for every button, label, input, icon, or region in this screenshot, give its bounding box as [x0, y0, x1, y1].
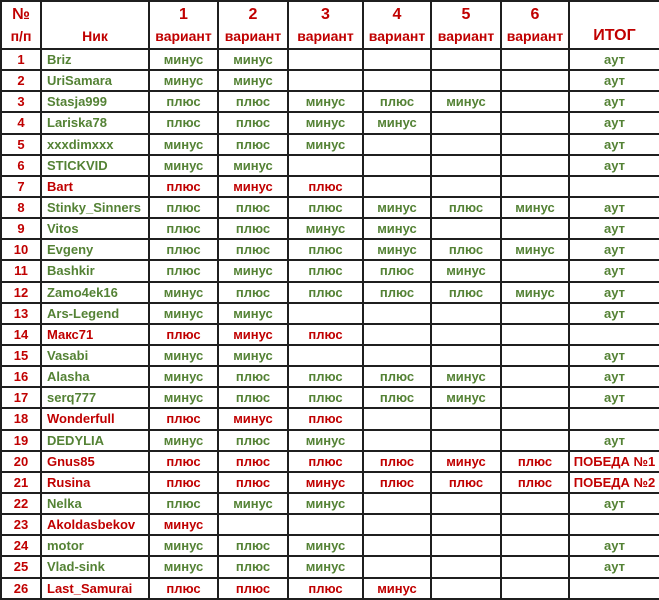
variant-3-cell: [288, 155, 363, 176]
itog-cell: [569, 324, 659, 345]
header-num: [1, 1, 41, 49]
variant-3-cell: минус: [288, 493, 363, 514]
itog-cell: аут: [569, 366, 659, 387]
variant-2-cell: плюс: [218, 91, 288, 112]
row-number: 14: [1, 324, 41, 345]
variant-1-cell: плюс: [149, 112, 218, 133]
itog-cell: ПОБЕДА №1: [569, 451, 659, 472]
variant-2-cell: минус: [218, 303, 288, 324]
table-row: [1, 345, 659, 366]
variant-1-cell: минус: [149, 556, 218, 577]
variant-5-cell: [431, 556, 501, 577]
variant-4-cell: [363, 408, 431, 429]
variant-2-cell: минус: [218, 260, 288, 281]
variant-3-cell: минус: [288, 472, 363, 493]
variant-3-cell: плюс: [288, 197, 363, 218]
row-number: 5: [1, 134, 41, 155]
table-row: [1, 49, 659, 70]
variant-2-cell: минус: [218, 155, 288, 176]
variant-6-cell: минус: [501, 282, 569, 303]
variant-5-cell: [431, 218, 501, 239]
nick-cell: Vlad-sink: [41, 556, 149, 577]
variant-4-cell: [363, 514, 431, 535]
variant-2-cell: плюс: [218, 239, 288, 260]
nick-cell: Akoldasbekov: [41, 514, 149, 535]
itog-cell: аут: [569, 70, 659, 91]
variant-4-cell: [363, 556, 431, 577]
row-number: 9: [1, 218, 41, 239]
variant-4-cell: [363, 134, 431, 155]
table-row: [1, 218, 659, 239]
row-number: 20: [1, 451, 41, 472]
nick-cell: Bashkir: [41, 260, 149, 281]
variant-6-cell: [501, 366, 569, 387]
table-row: [1, 303, 659, 324]
itog-cell: аут: [569, 49, 659, 70]
itog-cell: аут: [569, 535, 659, 556]
table-row: [1, 451, 659, 472]
variant-1-cell: плюс: [149, 218, 218, 239]
variant-1-cell: минус: [149, 134, 218, 155]
variant-4-cell: плюс: [363, 472, 431, 493]
variant-2-cell: плюс: [218, 472, 288, 493]
variant-3-cell: минус: [288, 112, 363, 133]
table-row: [1, 366, 659, 387]
variant-4-cell: [363, 49, 431, 70]
itog-cell: [569, 578, 659, 599]
itog-cell: [569, 408, 659, 429]
variant-2-cell: плюс: [218, 535, 288, 556]
variant-1-cell: минус: [149, 430, 218, 451]
itog-cell: аут: [569, 260, 659, 281]
variant-5-cell: плюс: [431, 239, 501, 260]
header-nick-label: Ник: [82, 28, 108, 44]
variant-3-cell: минус: [288, 218, 363, 239]
nick-cell: serq777: [41, 387, 149, 408]
variant-4-cell: [363, 324, 431, 345]
variant-2-cell: [218, 514, 288, 535]
row-number: 18: [1, 408, 41, 429]
variant-3-cell: [288, 303, 363, 324]
table-row: [1, 387, 659, 408]
nick-cell: Gnus85: [41, 451, 149, 472]
variant-6-cell: [501, 303, 569, 324]
variant-2-cell: минус: [218, 345, 288, 366]
itog-cell: аут: [569, 197, 659, 218]
variant-6-cell: [501, 324, 569, 345]
row-number: 6: [1, 155, 41, 176]
variant-3-cell: плюс: [288, 239, 363, 260]
nick-cell: Evgeny: [41, 239, 149, 260]
variant-1-cell: плюс: [149, 197, 218, 218]
variant-5-cell: [431, 408, 501, 429]
variant-2-cell: плюс: [218, 218, 288, 239]
header-variant-2: 2 вариант: [218, 1, 288, 49]
row-number: 13: [1, 303, 41, 324]
variant-1-cell: плюс: [149, 472, 218, 493]
itog-cell: аут: [569, 345, 659, 366]
variant-1-cell: минус: [149, 70, 218, 91]
variant-6-cell: [501, 260, 569, 281]
itog-cell: аут: [569, 239, 659, 260]
table-row: [1, 260, 659, 281]
nick-cell: Stasja999: [41, 91, 149, 112]
header-variant-3: 3 вариант: [288, 1, 363, 49]
table-row: [1, 91, 659, 112]
variant-5-cell: [431, 134, 501, 155]
row-number: 17: [1, 387, 41, 408]
variant-5-cell: плюс: [431, 472, 501, 493]
variant-4-cell: [363, 345, 431, 366]
variant-5-cell: [431, 176, 501, 197]
itog-cell: аут: [569, 218, 659, 239]
itog-cell: аут: [569, 112, 659, 133]
variant-4-cell: минус: [363, 578, 431, 599]
row-number: 19: [1, 430, 41, 451]
row-number: 1: [1, 49, 41, 70]
nick-cell: STICKVID: [41, 155, 149, 176]
row-number: 15: [1, 345, 41, 366]
variant-2-cell: минус: [218, 408, 288, 429]
table-row: [1, 239, 659, 260]
variant-6-cell: [501, 218, 569, 239]
variant-4-cell: [363, 493, 431, 514]
variant-3-cell: плюс: [288, 366, 363, 387]
itog-cell: ПОБЕДА №2: [569, 472, 659, 493]
variant-4-cell: плюс: [363, 366, 431, 387]
table-row: [1, 155, 659, 176]
variant-2-cell: минус: [218, 324, 288, 345]
row-number: 23: [1, 514, 41, 535]
header-num-label: п/п: [10, 28, 32, 44]
variant-4-cell: [363, 430, 431, 451]
itog-cell: аут: [569, 430, 659, 451]
table-row: [1, 472, 659, 493]
nick-cell: Briz: [41, 49, 149, 70]
variant-5-cell: минус: [431, 387, 501, 408]
variant-1-cell: плюс: [149, 493, 218, 514]
variant-3-cell: плюс: [288, 260, 363, 281]
variant-1-cell: минус: [149, 49, 218, 70]
header-variant-1: 1 вариант: [149, 1, 218, 49]
variant-1-cell: минус: [149, 282, 218, 303]
variant-1-cell: минус: [149, 387, 218, 408]
variant-4-cell: плюс: [363, 260, 431, 281]
variant-3-cell: минус: [288, 430, 363, 451]
row-number: 8: [1, 197, 41, 218]
nick-cell: Last_Samurai: [41, 578, 149, 599]
row-number: 7: [1, 176, 41, 197]
variant-6-cell: [501, 134, 569, 155]
variant-5-cell: минус: [431, 451, 501, 472]
nick-cell: UriSamara: [41, 70, 149, 91]
variant-6-cell: [501, 345, 569, 366]
table-row: [1, 408, 659, 429]
variant-6-cell: [501, 493, 569, 514]
header-variant-5: 5 вариант: [431, 1, 501, 49]
variant-1-cell: минус: [149, 155, 218, 176]
variant-1-cell: плюс: [149, 176, 218, 197]
itog-cell: [569, 514, 659, 535]
variant-4-cell: минус: [363, 112, 431, 133]
variant-1-cell: минус: [149, 366, 218, 387]
itog-cell: [569, 176, 659, 197]
variant-5-cell: [431, 324, 501, 345]
variant-1-cell: минус: [149, 345, 218, 366]
nick-cell: Alasha: [41, 366, 149, 387]
nick-cell: Zamo4ek16: [41, 282, 149, 303]
variant-4-cell: [363, 70, 431, 91]
variant-5-cell: [431, 514, 501, 535]
variant-5-cell: [431, 493, 501, 514]
table-row: [1, 578, 659, 599]
nick-cell: Vitos: [41, 218, 149, 239]
nick-cell: Макс71: [41, 324, 149, 345]
nick-cell: DEDYLIA: [41, 430, 149, 451]
nick-cell: motor: [41, 535, 149, 556]
variant-1-cell: минус: [149, 535, 218, 556]
header-num-sign: №: [12, 6, 30, 23]
variant-4-cell: [363, 535, 431, 556]
variant-2-cell: плюс: [218, 134, 288, 155]
itog-cell: аут: [569, 282, 659, 303]
variant-6-cell: минус: [501, 197, 569, 218]
variant-5-cell: [431, 578, 501, 599]
variant-6-cell: [501, 430, 569, 451]
variant-5-cell: [431, 345, 501, 366]
variant-1-cell: плюс: [149, 239, 218, 260]
variant-5-cell: [431, 430, 501, 451]
header-nick: [41, 1, 149, 49]
variant-5-cell: минус: [431, 366, 501, 387]
variant-5-cell: [431, 155, 501, 176]
variant-4-cell: минус: [363, 197, 431, 218]
variant-4-cell: плюс: [363, 282, 431, 303]
itog-cell: аут: [569, 134, 659, 155]
variant-2-cell: плюс: [218, 112, 288, 133]
variant-4-cell: плюс: [363, 451, 431, 472]
itog-cell: аут: [569, 493, 659, 514]
nick-cell: Lariska78: [41, 112, 149, 133]
variant-6-cell: [501, 535, 569, 556]
variant-3-cell: плюс: [288, 387, 363, 408]
variant-6-cell: плюс: [501, 451, 569, 472]
table-row: [1, 493, 659, 514]
variant-2-cell: минус: [218, 49, 288, 70]
variant-2-cell: минус: [218, 70, 288, 91]
variant-1-cell: минус: [149, 514, 218, 535]
variant-6-cell: минус: [501, 239, 569, 260]
row-number: 16: [1, 366, 41, 387]
variant-5-cell: [431, 70, 501, 91]
variant-5-cell: минус: [431, 91, 501, 112]
variant-6-cell: [501, 112, 569, 133]
variant-6-cell: [501, 155, 569, 176]
variant-5-cell: [431, 49, 501, 70]
variant-3-cell: плюс: [288, 282, 363, 303]
variant-6-cell: плюс: [501, 472, 569, 493]
variant-3-cell: минус: [288, 134, 363, 155]
row-number: 24: [1, 535, 41, 556]
variant-3-cell: плюс: [288, 176, 363, 197]
table-row: [1, 514, 659, 535]
variant-3-cell: [288, 514, 363, 535]
table-row: [1, 176, 659, 197]
header-row: [1, 1, 659, 49]
variant-5-cell: минус: [431, 260, 501, 281]
variant-3-cell: плюс: [288, 324, 363, 345]
table-row: [1, 197, 659, 218]
header-variant-4: 4 вариант: [363, 1, 431, 49]
variant-2-cell: плюс: [218, 451, 288, 472]
variant-1-cell: минус: [149, 303, 218, 324]
variant-3-cell: плюс: [288, 451, 363, 472]
itog-cell: аут: [569, 155, 659, 176]
variant-6-cell: [501, 408, 569, 429]
variant-3-cell: плюс: [288, 408, 363, 429]
nick-cell: Wonderfull: [41, 408, 149, 429]
variant-6-cell: [501, 514, 569, 535]
table-row: [1, 112, 659, 133]
variant-2-cell: плюс: [218, 578, 288, 599]
table-body: [1, 49, 659, 599]
nick-cell: Nelka: [41, 493, 149, 514]
variant-1-cell: плюс: [149, 260, 218, 281]
variant-2-cell: плюс: [218, 282, 288, 303]
variant-5-cell: плюс: [431, 282, 501, 303]
variant-3-cell: [288, 70, 363, 91]
variant-4-cell: [363, 303, 431, 324]
header-variant-6: 6 вариант: [501, 1, 569, 49]
variant-5-cell: плюс: [431, 197, 501, 218]
table-row: [1, 535, 659, 556]
variant-1-cell: плюс: [149, 408, 218, 429]
variant-6-cell: [501, 70, 569, 91]
variant-2-cell: минус: [218, 176, 288, 197]
variant-4-cell: минус: [363, 218, 431, 239]
variant-3-cell: [288, 345, 363, 366]
variant-3-cell: минус: [288, 91, 363, 112]
variant-6-cell: [501, 387, 569, 408]
variant-2-cell: минус: [218, 493, 288, 514]
variant-1-cell: плюс: [149, 451, 218, 472]
row-number: 22: [1, 493, 41, 514]
variant-6-cell: [501, 556, 569, 577]
itog-cell: аут: [569, 556, 659, 577]
variant-4-cell: плюс: [363, 91, 431, 112]
row-number: 2: [1, 70, 41, 91]
row-number: 10: [1, 239, 41, 260]
nick-cell: Rusina: [41, 472, 149, 493]
nick-cell: Ars-Legend: [41, 303, 149, 324]
itog-cell: аут: [569, 91, 659, 112]
row-number: 21: [1, 472, 41, 493]
row-number: 11: [1, 260, 41, 281]
variant-2-cell: плюс: [218, 387, 288, 408]
variant-5-cell: [431, 303, 501, 324]
row-number: 3: [1, 91, 41, 112]
row-number: 12: [1, 282, 41, 303]
variant-1-cell: плюс: [149, 578, 218, 599]
variant-3-cell: минус: [288, 556, 363, 577]
variant-4-cell: [363, 155, 431, 176]
variant-2-cell: плюс: [218, 197, 288, 218]
variant-6-cell: [501, 578, 569, 599]
variant-1-cell: плюс: [149, 91, 218, 112]
variant-3-cell: [288, 49, 363, 70]
header-itog: [569, 1, 659, 49]
variant-6-cell: [501, 91, 569, 112]
table-row: [1, 134, 659, 155]
table-row: [1, 430, 659, 451]
table-row: [1, 324, 659, 345]
variant-3-cell: минус: [288, 535, 363, 556]
nick-cell: Vasabi: [41, 345, 149, 366]
row-number: 25: [1, 556, 41, 577]
variant-2-cell: плюс: [218, 366, 288, 387]
nick-cell: Stinky_Sinners: [41, 197, 149, 218]
table-row: [1, 556, 659, 577]
variant-1-cell: плюс: [149, 324, 218, 345]
itog-cell: аут: [569, 387, 659, 408]
nick-cell: xxxdimxxx: [41, 134, 149, 155]
variant-2-cell: плюс: [218, 430, 288, 451]
variant-2-cell: плюс: [218, 556, 288, 577]
variant-6-cell: [501, 49, 569, 70]
table-row: [1, 282, 659, 303]
variant-4-cell: [363, 176, 431, 197]
itog-cell: аут: [569, 303, 659, 324]
table-row: [1, 70, 659, 91]
row-number: 4: [1, 112, 41, 133]
variant-5-cell: [431, 112, 501, 133]
variant-5-cell: [431, 535, 501, 556]
variant-6-cell: [501, 176, 569, 197]
variant-3-cell: плюс: [288, 578, 363, 599]
nick-cell: Bart: [41, 176, 149, 197]
variant-4-cell: плюс: [363, 387, 431, 408]
row-number: 26: [1, 578, 41, 599]
header-itog-label: ИТОГ: [593, 27, 636, 44]
variant-4-cell: минус: [363, 239, 431, 260]
